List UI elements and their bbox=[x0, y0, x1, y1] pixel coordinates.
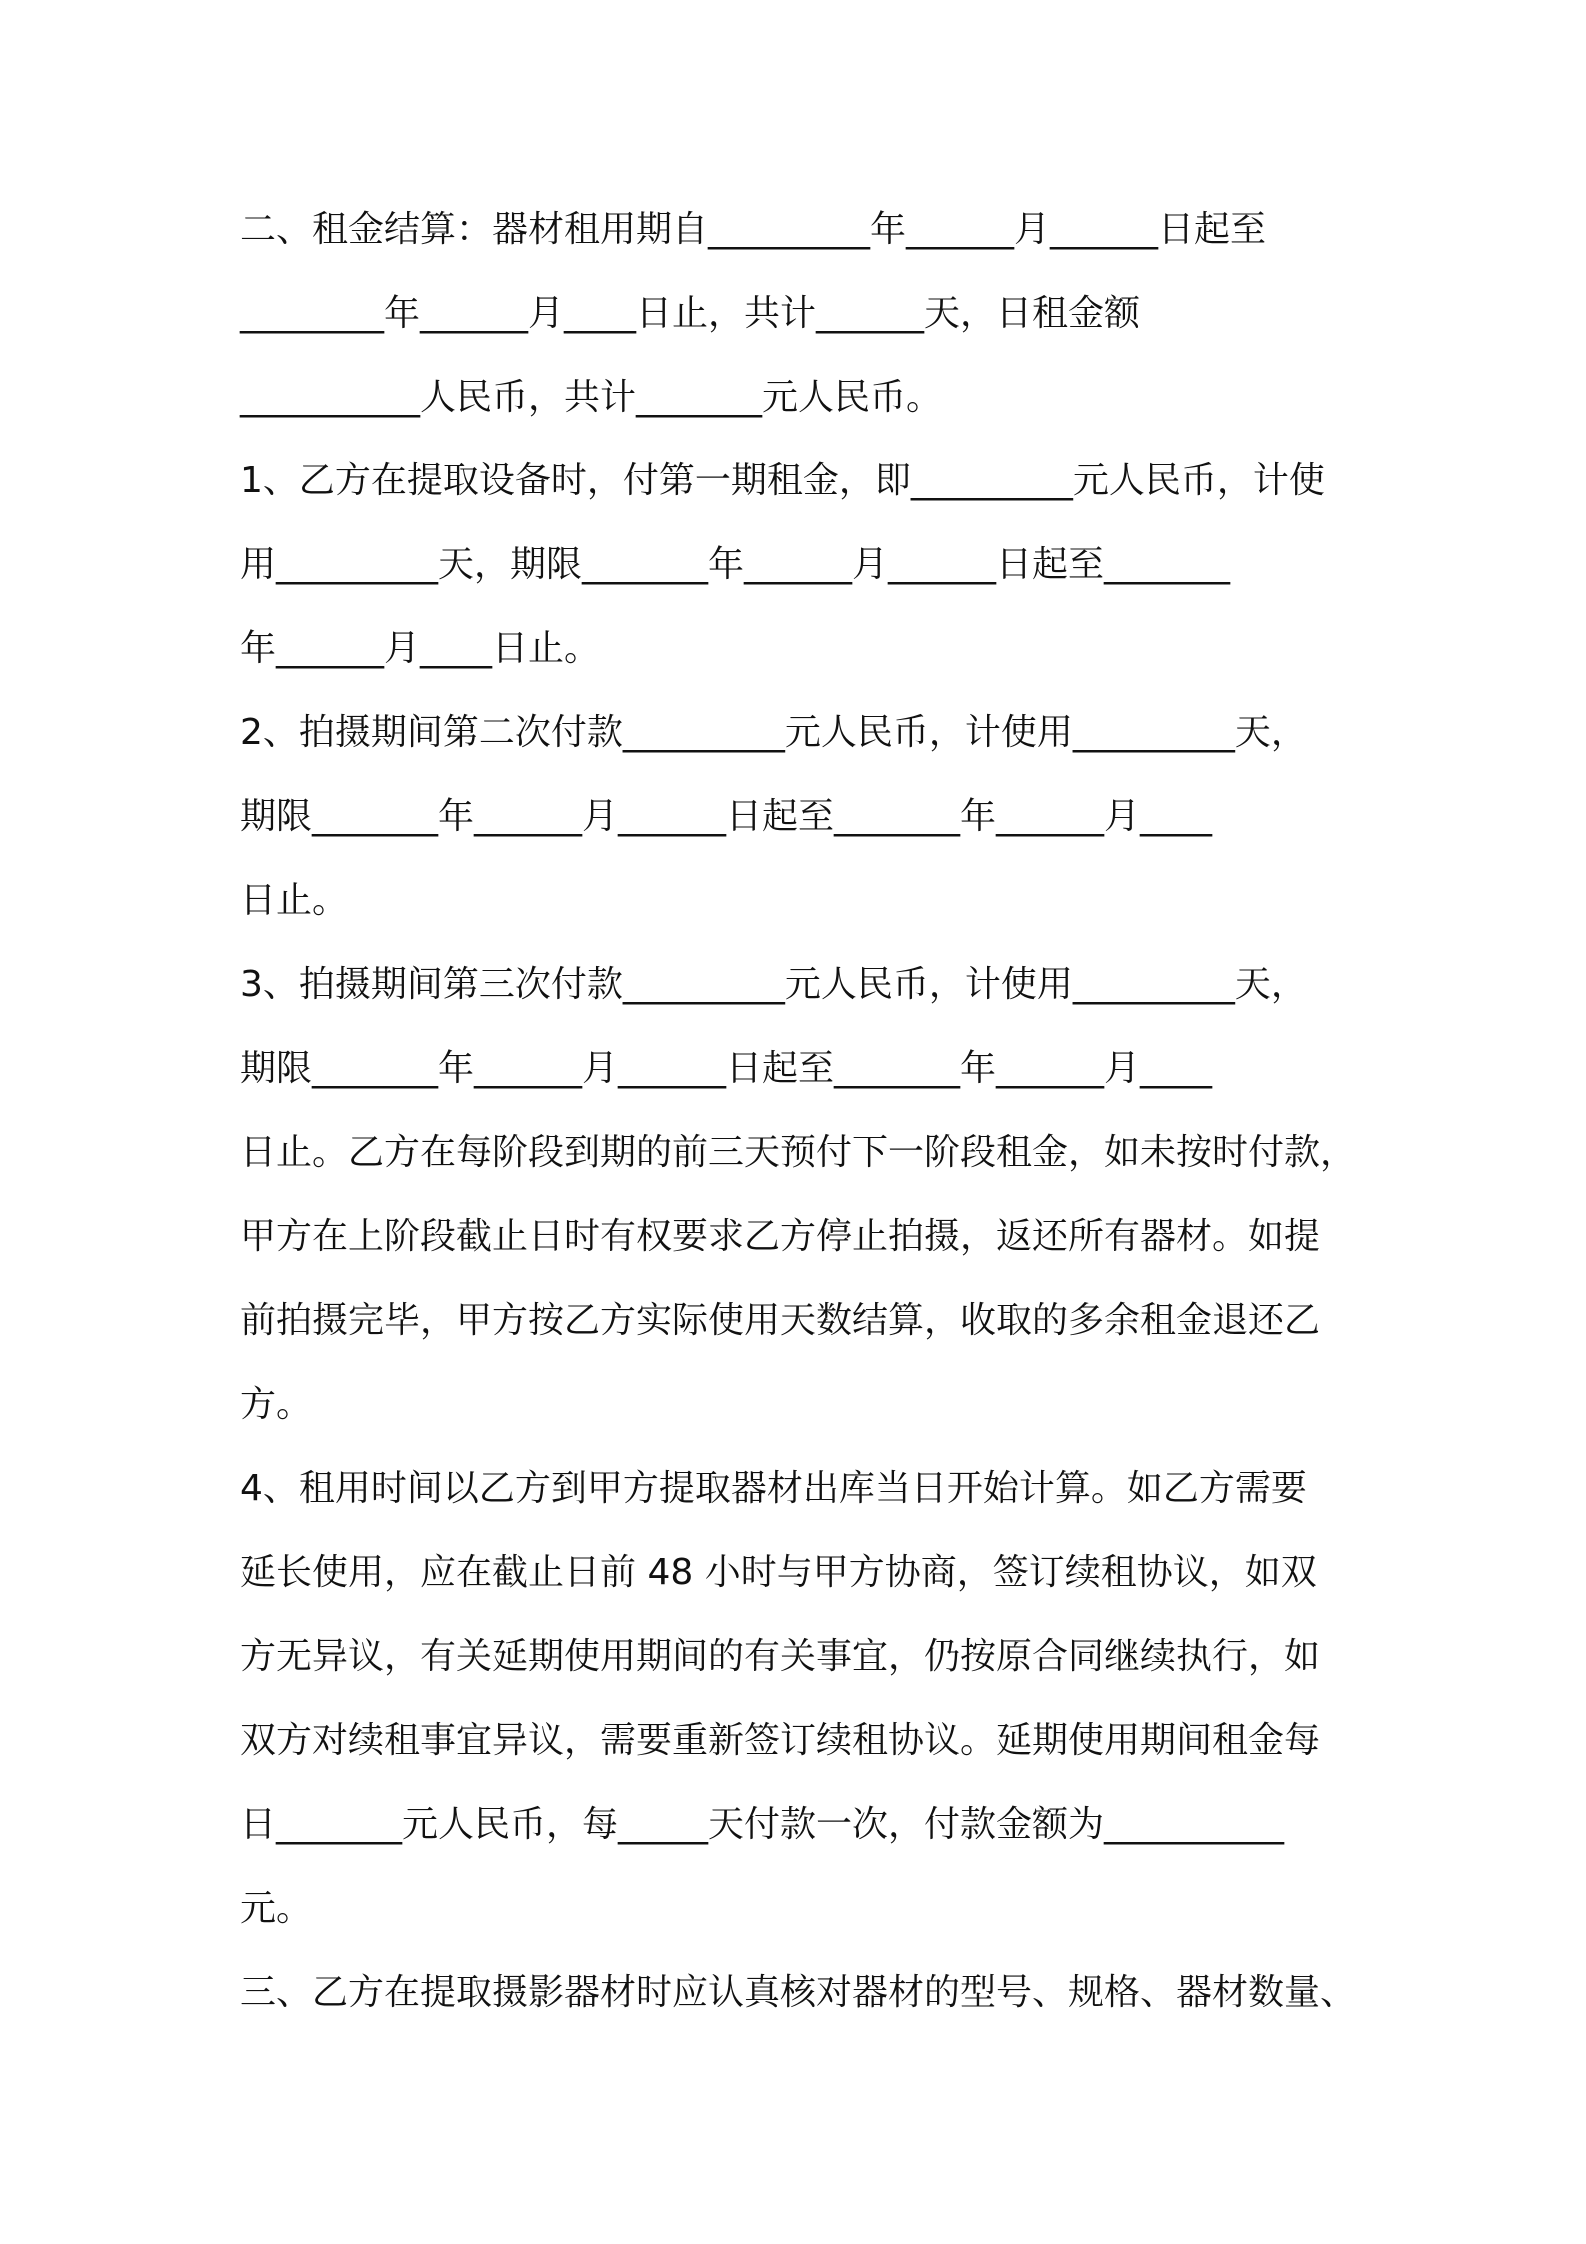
text-line: ________年______月____日止，共计______天，日租金额 bbox=[240, 293, 1141, 334]
text-line: 双方对续租事宜异议，需要重新签订续租协议。延期使用期间租金每 bbox=[240, 1720, 1321, 1761]
text-line: 方。 bbox=[240, 1384, 313, 1425]
text-line: 方无异议，有关延期使用期间的有关事宜，仍按原合同继续执行，如 bbox=[240, 1636, 1321, 1677]
text-line: 二、租金结算：器材租用期自_________年______月______日起至 bbox=[240, 209, 1267, 250]
text-line: 日止。乙方在每阶段到期的前三天预付下一阶段租金，如未按时付款， bbox=[240, 1132, 1357, 1173]
text-line: 用_________天，期限_______年______月______日起至_______ bbox=[240, 544, 1231, 585]
text-line: 期限_______年______月______日起至_______年______月____ bbox=[240, 1048, 1213, 1089]
text-line: 年______月____日止。 bbox=[240, 628, 601, 669]
text-line: 日止。 bbox=[240, 880, 349, 921]
text-line: 期限_______年______月______日起至_______年______月____ bbox=[240, 796, 1213, 837]
text-line: 日_______元人民币，每_____天付款一次，付款金额为__________ bbox=[240, 1804, 1285, 1845]
text-line: 2、拍摄期间第二次付款_________元人民币，计使用_________天， bbox=[240, 712, 1307, 753]
text-line: 延长使用，应在截止日前 48 小时与甲方协商，签订续租协议，如双 bbox=[240, 1552, 1317, 1593]
text-line: __________人民币，共计_______元人民币。 bbox=[240, 377, 943, 418]
text-line: 4、租用时间以乙方到甲方提取器材出库当日开始计算。如乙方需要 bbox=[240, 1468, 1307, 1509]
text-line: 前拍摄完毕，甲方按乙方实际使用天数结算，收取的多余租金退还乙 bbox=[240, 1300, 1321, 1341]
text-line: 3、拍摄期间第三次付款_________元人民币，计使用_________天， bbox=[240, 964, 1307, 1005]
text-line: 甲方在上阶段截止日时有权要求乙方停止拍摄，返还所有器材。如提 bbox=[240, 1216, 1321, 1257]
text-line: 三、乙方在提取摄影器材时应认真核对器材的型号、规格、器材数量、 bbox=[240, 1972, 1357, 2013]
text-line: 元。 bbox=[240, 1888, 313, 1929]
text-line: 1、乙方在提取设备时，付第一期租金，即_________元人民币，计使 bbox=[240, 460, 1325, 501]
